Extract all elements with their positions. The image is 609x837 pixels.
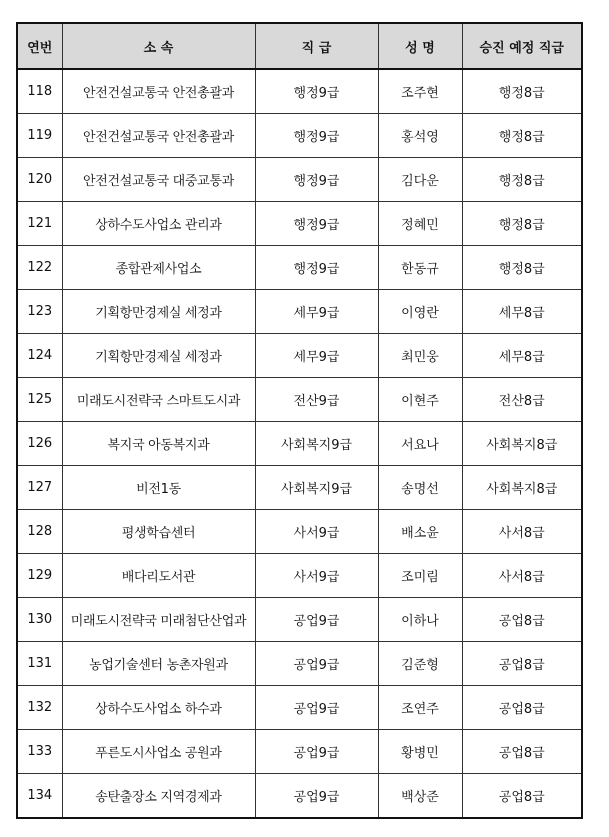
cell-name: 김준형 — [378, 642, 462, 686]
cell-promotion: 공업8급 — [462, 642, 582, 686]
cell-promotion: 세무8급 — [462, 290, 582, 334]
cell-department: 기획항만경제실 세정과 — [62, 290, 255, 334]
table-row — [17, 730, 582, 774]
cell-name: 최민웅 — [378, 334, 462, 378]
cell-no: 126 — [17, 422, 62, 466]
table-row — [17, 69, 582, 114]
cell-no: 118 — [17, 69, 62, 114]
cell-name: 김다운 — [378, 158, 462, 202]
cell-no: 120 — [17, 158, 62, 202]
cell-name: 조연주 — [378, 686, 462, 730]
cell-promotion: 사회복지8급 — [462, 466, 582, 510]
cell-rank: 공업9급 — [255, 686, 378, 730]
cell-department: 배다리도서관 — [62, 554, 255, 598]
cell-promotion: 행정8급 — [462, 202, 582, 246]
cell-rank: 행정9급 — [255, 69, 378, 114]
cell-department: 안전건설교통국 대중교통과 — [62, 158, 255, 202]
table-row — [17, 202, 582, 246]
cell-department: 푸른도시사업소 공원과 — [62, 730, 255, 774]
cell-promotion: 공업8급 — [462, 598, 582, 642]
cell-rank: 사서9급 — [255, 554, 378, 598]
cell-name: 서요나 — [378, 422, 462, 466]
table-row — [17, 422, 582, 466]
cell-promotion: 행정8급 — [462, 246, 582, 290]
cell-no: 121 — [17, 202, 62, 246]
cell-rank: 공업9급 — [255, 774, 378, 819]
cell-department: 종합관제사업소 — [62, 246, 255, 290]
cell-name: 이현주 — [378, 378, 462, 422]
cell-name: 이영란 — [378, 290, 462, 334]
cell-promotion: 행정8급 — [462, 114, 582, 158]
promotion-roster-table — [16, 22, 583, 819]
cell-no: 127 — [17, 466, 62, 510]
header-rank: 직 급 — [255, 23, 378, 69]
cell-promotion: 공업8급 — [462, 730, 582, 774]
cell-department: 비전1동 — [62, 466, 255, 510]
cell-rank: 세무9급 — [255, 334, 378, 378]
header-department: 소 속 — [62, 23, 255, 69]
cell-rank: 사회복지9급 — [255, 466, 378, 510]
cell-department: 안전건설교통국 안전총괄과 — [62, 114, 255, 158]
table-row — [17, 378, 582, 422]
table-row — [17, 774, 582, 819]
cell-rank: 공업9급 — [255, 730, 378, 774]
cell-promotion: 행정8급 — [462, 69, 582, 114]
cell-name: 조주현 — [378, 69, 462, 114]
cell-name: 한동규 — [378, 246, 462, 290]
cell-rank: 행정9급 — [255, 202, 378, 246]
cell-rank: 공업9급 — [255, 598, 378, 642]
table-row — [17, 114, 582, 158]
cell-no: 134 — [17, 774, 62, 819]
cell-name: 황병민 — [378, 730, 462, 774]
cell-no: 133 — [17, 730, 62, 774]
table-row — [17, 686, 582, 730]
cell-promotion: 전산8급 — [462, 378, 582, 422]
cell-rank: 행정9급 — [255, 114, 378, 158]
table-row — [17, 554, 582, 598]
cell-no: 125 — [17, 378, 62, 422]
cell-name: 조미림 — [378, 554, 462, 598]
cell-department: 기획항만경제실 세정과 — [62, 334, 255, 378]
cell-department: 복지국 아동복지과 — [62, 422, 255, 466]
cell-department: 미래도시전략국 미래첨단산업과 — [62, 598, 255, 642]
cell-rank: 사서9급 — [255, 510, 378, 554]
cell-name: 정혜민 — [378, 202, 462, 246]
cell-promotion: 사서8급 — [462, 554, 582, 598]
cell-rank: 공업9급 — [255, 642, 378, 686]
cell-name: 배소윤 — [378, 510, 462, 554]
cell-department: 평생학습센터 — [62, 510, 255, 554]
cell-no: 131 — [17, 642, 62, 686]
cell-promotion: 사서8급 — [462, 510, 582, 554]
header-no: 연번 — [17, 23, 62, 69]
table-row — [17, 466, 582, 510]
table-row — [17, 246, 582, 290]
table-body — [17, 69, 582, 818]
table-row — [17, 334, 582, 378]
cell-rank: 행정9급 — [255, 246, 378, 290]
cell-name: 홍석영 — [378, 114, 462, 158]
table-row — [17, 158, 582, 202]
header-row — [17, 23, 582, 69]
cell-department: 상하수도사업소 관리과 — [62, 202, 255, 246]
table-header — [17, 23, 582, 69]
table-row — [17, 598, 582, 642]
cell-name: 백상준 — [378, 774, 462, 819]
cell-promotion: 사회복지8급 — [462, 422, 582, 466]
cell-promotion: 공업8급 — [462, 686, 582, 730]
table-row — [17, 290, 582, 334]
cell-promotion: 공업8급 — [462, 774, 582, 819]
cell-no: 132 — [17, 686, 62, 730]
cell-no: 123 — [17, 290, 62, 334]
cell-no: 122 — [17, 246, 62, 290]
cell-promotion: 행정8급 — [462, 158, 582, 202]
cell-rank: 전산9급 — [255, 378, 378, 422]
cell-rank: 사회복지9급 — [255, 422, 378, 466]
cell-no: 129 — [17, 554, 62, 598]
table-row — [17, 510, 582, 554]
cell-rank: 행정9급 — [255, 158, 378, 202]
cell-department: 안전건설교통국 안전총괄과 — [62, 69, 255, 114]
cell-rank: 세무9급 — [255, 290, 378, 334]
cell-name: 이하나 — [378, 598, 462, 642]
cell-no: 130 — [17, 598, 62, 642]
cell-no: 119 — [17, 114, 62, 158]
cell-department: 농업기술센터 농촌자원과 — [62, 642, 255, 686]
header-name: 성 명 — [378, 23, 462, 69]
header-promotion: 승진 예정 직급 — [462, 23, 582, 69]
cell-department: 미래도시전략국 스마트도시과 — [62, 378, 255, 422]
cell-department: 송탄출장소 지역경제과 — [62, 774, 255, 819]
cell-no: 124 — [17, 334, 62, 378]
cell-no: 128 — [17, 510, 62, 554]
cell-promotion: 세무8급 — [462, 334, 582, 378]
cell-department: 상하수도사업소 하수과 — [62, 686, 255, 730]
table-row — [17, 642, 582, 686]
cell-name: 송명선 — [378, 466, 462, 510]
